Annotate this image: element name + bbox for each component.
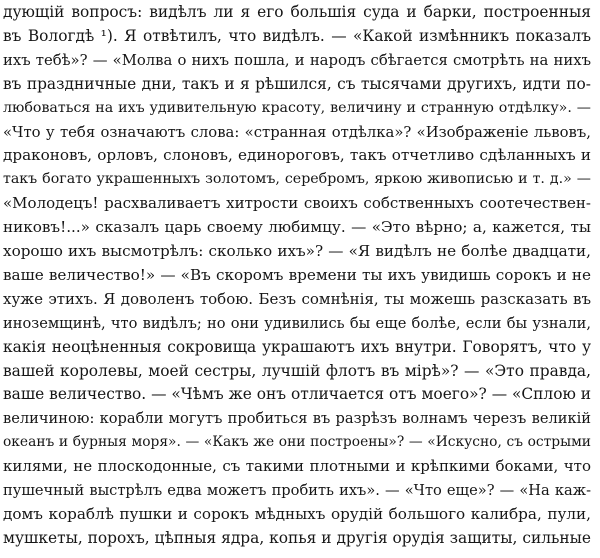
text-line-7: драконовъ, орловъ, слоновъ, единороговъ, такъ отчетливо сдѣланныхъ и [3,146,591,165]
text-line-22: домъ кораблѣ пушки и сорокъ мѣдныхъ орудій большого калибра, пули, [3,504,591,523]
text-line-17: ваше величество. — «Чѣмъ же онъ отличается отъ моего»? — «Сплою и [3,385,591,404]
text-line-10: никовъ!...» сказалъ царь своему любимцу. — «Это вѣрно; а, кажется, ты [3,218,591,237]
text-line-13: хуже этихъ. Я доволенъ тобою. Безъ сомнѣнія, ты можешь разсказать въ [3,289,591,308]
text-line-15: какія неоцѣненныя сокровища украшаютъ ихъ внутри. Говорятъ, что у [3,337,591,356]
text-line-4: въ праздничные дни, такъ и я рѣшился, съ тысячами другихъ, идти по- [3,74,591,93]
text-line-19: океанъ и бурныя моря». — «Какъ же они построены»? — «Искусно, съ острыми [3,434,591,451]
text-line-14: иноземщинѣ, что видѣлъ; но они удивились бы еще болѣе, если бы узнали, [3,314,591,332]
text-line-11: хорошо ихъ высмотрѣлъ: сколько ихъ»? — «Я видѣлъ не болѣе двадцати, [3,242,591,260]
text-line-18: величиною: корабли могутъ пробиться въ разрѣзъ волнамъ черезъ великій [3,410,591,428]
text-line-3: ихъ тебѣ»? — «Молва о нихъ пошла, и народъ сбѣгается смотрѣть на нихъ [3,51,591,69]
text-line-2: въ Вологдѣ ¹). Я отвѣтилъ, что видѣлъ. — «Какой измѣнникъ показалъ [3,26,591,45]
text-line-1: дующій вопросъ: видѣлъ ли я его большія суда и барки, построенныя [3,3,591,21]
text-line-8: такъ богато украшенныхъ золотомъ, серебромъ, яркою живописью и т. д.» — [3,171,591,188]
text-line-23: мушкеты, порохъ, цѣпныя ядра, копья и другія орудія защиты, сильные [3,528,591,547]
text-line-20: килями, не плоскодонные, съ такими плотными и крѣпкими боками, что [3,457,591,476]
text-line-16: вашей королевы, моей сестры, лучшій флотъ въ мірѣ»? — «Это правда, [3,361,591,380]
text-line-9: «Молодецъ! расхваливаетъ хитрости своихъ собственныхъ соотечествен- [3,194,591,213]
text-line-5: любоваться на ихъ удивительную красоту, величину и странную отдѣлку». — [3,99,591,116]
document-page [3,1,591,557]
text-line-12: ваше величество!» — «Въ скоромъ времени ты ихъ увидишь сорокъ и не [3,265,591,284]
text-line-6: «Что у тебя означаютъ слова: «странная отдѣлка»? «Изображеніе львовъ, [3,123,591,141]
text-line-21: пушечный выстрѣлъ едва можетъ пробить ихъ». — «Что еще»? — «На каж- [3,482,591,499]
